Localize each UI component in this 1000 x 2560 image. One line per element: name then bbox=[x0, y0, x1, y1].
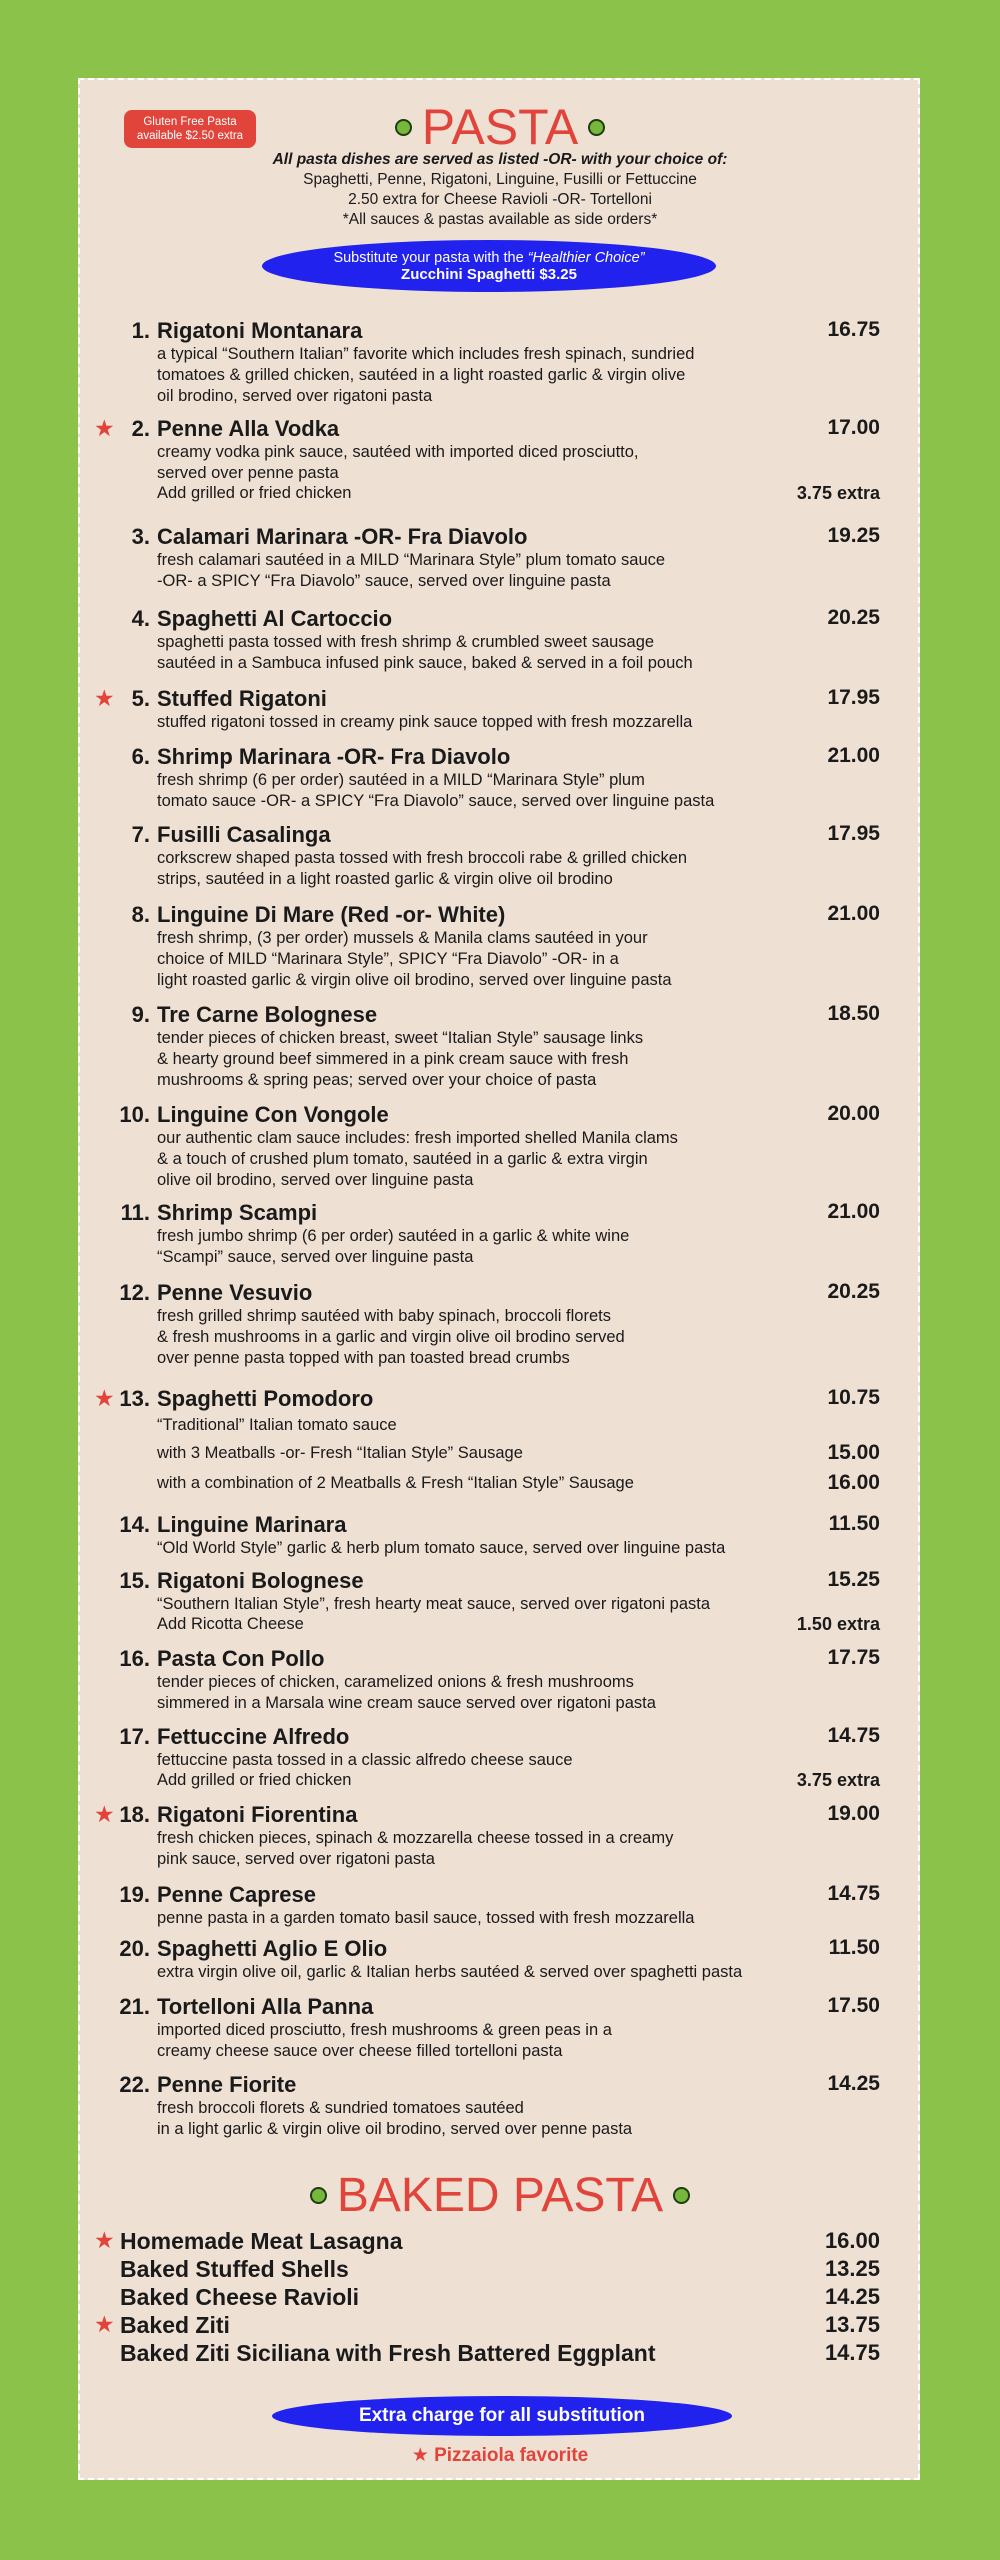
intro-line-1: All pasta dishes are served as listed -OR- with your choice of: bbox=[272, 151, 728, 168]
item-price: 21.00 bbox=[827, 744, 880, 767]
item-price: 16.75 bbox=[827, 318, 880, 341]
baked-item-price: 13.25 bbox=[824, 2256, 880, 2281]
item-price: 20.00 bbox=[827, 1102, 880, 1125]
item-name: Stuffed Rigatoni bbox=[157, 686, 327, 711]
baked-item-price: 16.00 bbox=[824, 2228, 880, 2253]
substitute-text: Substitute your pasta with the bbox=[333, 249, 528, 266]
healthier-choice-text: “Healthier Choice” bbox=[527, 249, 645, 266]
item-name: Tortelloni Alla Panna bbox=[157, 1994, 374, 2019]
pizzaiola-favorite-legend bbox=[0, 2444, 1000, 2467]
item-description: fresh shrimp (6 per order) sautéed in a MILD “Marinara Style” plum bbox=[157, 771, 645, 789]
item-price: 10.75 bbox=[827, 1386, 880, 1409]
item-addon: Add grilled or fried chicken bbox=[157, 484, 352, 502]
item-number: 21. bbox=[119, 1994, 150, 2019]
item-addon: Add Ricotta Cheese bbox=[157, 1615, 304, 1633]
star-icon: ★ bbox=[94, 1801, 115, 1827]
baked-item-price: 14.25 bbox=[824, 2284, 880, 2309]
item-price: 11.50 bbox=[828, 1936, 880, 1959]
item-name: Pasta Con Pollo bbox=[157, 1646, 325, 1671]
item-description: stuffed rigatoni tossed in creamy pink sauce topped with fresh mozzarella bbox=[157, 713, 693, 731]
baked-item-name: Baked Ziti bbox=[120, 2312, 230, 2338]
item-price: 20.25 bbox=[827, 1280, 880, 1303]
item-description: oil brodino, served over rigatoni pasta bbox=[157, 387, 433, 405]
item-variant: “Traditional” Italian tomato sauce bbox=[157, 1416, 397, 1434]
item-description: olive oil brodino, served over linguine pasta bbox=[157, 1171, 474, 1189]
item-number: 11. bbox=[120, 1200, 150, 1225]
item-name: Linguine Con Vongole bbox=[157, 1102, 389, 1127]
item-price: 17.95 bbox=[827, 686, 880, 709]
green-dot-icon bbox=[588, 119, 605, 136]
extra-charge-text: Extra charge for all substitution bbox=[358, 2405, 646, 2426]
baked-title-text: BAKED PASTA bbox=[336, 2168, 664, 2222]
item-price: 21.00 bbox=[827, 1200, 880, 1223]
item-price: 17.50 bbox=[827, 1994, 880, 2017]
item-number: 12. bbox=[119, 1280, 150, 1305]
item-name: Penne Caprese bbox=[157, 1882, 316, 1907]
intro-line-4: *All sauces & pastas available as side orders* bbox=[342, 211, 658, 228]
item-description: fresh shrimp, (3 per order) mussels & Manila clams sautéed in your bbox=[157, 929, 648, 947]
pasta-section-title bbox=[0, 96, 1000, 158]
item-description: sautéed in a Sambuca infused pink sauce, baked & served in a foil pouch bbox=[157, 654, 693, 672]
baked-item-price: 13.75 bbox=[824, 2312, 880, 2337]
green-dot-icon bbox=[395, 119, 412, 136]
item-description: pink sauce, served over rigatoni pasta bbox=[157, 1850, 435, 1868]
item-description: a typical “Southern Italian” favorite which includes fresh spinach, sundried bbox=[157, 345, 695, 363]
baked-item-name: Homemade Meat Lasagna bbox=[120, 2228, 403, 2254]
item-addon-price: 1.50 extra bbox=[796, 1614, 880, 1634]
item-description: spaghetti pasta tossed with fresh shrimp & crumbled sweet sausage bbox=[157, 633, 655, 651]
item-name: Linguine Di Mare (Red -or- White) bbox=[157, 902, 506, 927]
baked-item-price: 14.75 bbox=[824, 2340, 880, 2365]
item-description: & a touch of crushed plum tomato, sautéed in a garlic & extra virgin bbox=[157, 1150, 648, 1168]
item-name: Penne Alla Vodka bbox=[157, 416, 340, 441]
green-dot-icon bbox=[310, 2187, 327, 2204]
item-description: mushrooms & spring peas; served over your choice of pasta bbox=[157, 1071, 597, 1089]
item-description: imported diced prosciutto, fresh mushrooms & green peas in a bbox=[157, 2021, 612, 2039]
item-description: -OR- a SPICY “Fra Diavolo” sauce, served over linguine pasta bbox=[157, 572, 611, 590]
item-number: 5. bbox=[131, 686, 150, 711]
favorite-text: Pizzaiola favorite bbox=[434, 2445, 589, 2466]
item-name: Rigatoni Bolognese bbox=[157, 1568, 364, 1593]
item-number: 19. bbox=[119, 1882, 150, 1907]
star-icon: ★ bbox=[94, 685, 115, 711]
baked-item-name: Baked Stuffed Shells bbox=[120, 2256, 349, 2282]
item-name: Fusilli Casalinga bbox=[157, 822, 331, 847]
item-description: “Southern Italian Style”, fresh hearty meat sauce, served over rigatoni pasta bbox=[157, 1595, 711, 1613]
item-description: light roasted garlic & virgin olive oil brodino, served over linguine pasta bbox=[157, 971, 672, 989]
pasta-intro bbox=[0, 150, 1000, 230]
item-name: Spaghetti Al Cartoccio bbox=[157, 606, 393, 631]
item-description: creamy cheese sauce over cheese filled tortelloni pasta bbox=[157, 2042, 563, 2060]
item-number: 4. bbox=[131, 606, 150, 631]
item-description: “Scampi” sauce, served over linguine pasta bbox=[157, 1248, 474, 1266]
item-description: & fresh mushrooms in a garlic and virgin olive oil brodino served bbox=[157, 1328, 625, 1346]
intro-line-3: 2.50 extra for Cheese Ravioli -OR- Tortelloni bbox=[348, 191, 652, 208]
star-icon: ★ bbox=[94, 2311, 115, 2337]
substitute-line-1 bbox=[262, 250, 716, 266]
item-number: 15. bbox=[119, 1568, 150, 1593]
item-number: 14. bbox=[119, 1512, 150, 1537]
item-price: 19.00 bbox=[827, 1802, 880, 1825]
item-price: 17.75 bbox=[827, 1646, 880, 1669]
item-description: tomato sauce -OR- a SPICY “Fra Diavolo” sauce, served over linguine pasta bbox=[157, 792, 715, 810]
baked-pasta-section-title bbox=[0, 2164, 1000, 2226]
item-number: 18. bbox=[119, 1802, 150, 1827]
item-price: 17.95 bbox=[827, 822, 880, 845]
item-name: Rigatoni Fiorentina bbox=[157, 1802, 358, 1827]
item-number: 16. bbox=[119, 1646, 150, 1671]
item-description: creamy vodka pink sauce, sautéed with imported diced prosciutto, bbox=[157, 443, 639, 461]
item-name: Rigatoni Montanara bbox=[157, 318, 363, 343]
star-icon: ★ bbox=[94, 415, 115, 441]
item-price: 19.25 bbox=[827, 524, 880, 547]
item-number: 20. bbox=[119, 1936, 150, 1961]
item-price: 20.25 bbox=[827, 606, 880, 629]
item-name: Shrimp Marinara -OR- Fra Diavolo bbox=[157, 744, 511, 769]
substitute-pill bbox=[262, 240, 716, 292]
item-description: tender pieces of chicken, caramelized onions & fresh mushrooms bbox=[157, 1673, 634, 1691]
item-description: & hearty ground beef simmered in a pink cream sauce with fresh bbox=[157, 1050, 629, 1068]
item-description: fresh grilled shrimp sautéed with baby spinach, broccoli florets bbox=[157, 1307, 611, 1325]
item-variant: with 3 Meatballs -or- Fresh “Italian Style” Sausage bbox=[157, 1444, 523, 1462]
item-number: 6. bbox=[131, 744, 150, 769]
item-name: Shrimp Scampi bbox=[157, 1200, 318, 1225]
item-name: Tre Carne Bolognese bbox=[157, 1002, 378, 1027]
item-name: Spaghetti Pomodoro bbox=[157, 1386, 374, 1411]
item-description: tomatoes & grilled chicken, sautéed in a light roasted garlic & virgin olive bbox=[157, 366, 686, 384]
item-description: fettuccine pasta tossed in a classic alfredo cheese sauce bbox=[157, 1751, 573, 1769]
item-number: 8. bbox=[131, 902, 150, 927]
baked-item-name: Baked Ziti Siciliana with Fresh Battered Eggplant bbox=[120, 2340, 656, 2366]
item-name: Penne Vesuvio bbox=[157, 1280, 313, 1305]
item-number: 17. bbox=[119, 1724, 150, 1749]
star-icon: ★ bbox=[94, 2227, 115, 2253]
item-variant-price: 16.00 bbox=[827, 1471, 880, 1494]
item-number: 9. bbox=[131, 1002, 150, 1027]
star-icon: ★ bbox=[94, 1385, 115, 1411]
item-price: 14.75 bbox=[827, 1882, 880, 1905]
item-description: strips, sautéed in a light roasted garlic & virgin olive oil brodino bbox=[157, 870, 613, 888]
item-description: extra virgin olive oil, garlic & Italian herbs sautéed & served over spaghetti pasta bbox=[157, 1963, 743, 1981]
item-name: Linguine Marinara bbox=[157, 1512, 347, 1537]
item-number: 7. bbox=[131, 822, 150, 847]
item-price: 15.25 bbox=[827, 1568, 880, 1591]
item-variant-price: 15.00 bbox=[827, 1441, 880, 1464]
item-description: choice of MILD “Marinara Style”, SPICY “Fra Diavolo” -OR- in a bbox=[157, 950, 619, 968]
item-variant: with a combination of 2 Meatballs & Fresh “Italian Style” Sausage bbox=[157, 1474, 634, 1492]
item-price: 14.25 bbox=[827, 2072, 880, 2095]
item-description: our authentic clam sauce includes: fresh imported shelled Manila clams bbox=[157, 1129, 678, 1147]
item-number: 22. bbox=[119, 2072, 150, 2097]
intro-line-2: Spaghetti, Penne, Rigatoni, Linguine, Fusilli or Fettuccine bbox=[303, 171, 697, 188]
item-addon: Add grilled or fried chicken bbox=[157, 1771, 352, 1789]
item-name: Penne Fiorite bbox=[157, 2072, 297, 2097]
item-name: Spaghetti Aglio E Olio bbox=[157, 1936, 388, 1961]
item-number: 10. bbox=[119, 1102, 150, 1127]
item-number: 1. bbox=[131, 318, 150, 343]
item-description: fresh jumbo shrimp (6 per order) sautéed in a garlic & white wine bbox=[157, 1227, 630, 1245]
item-price: 17.00 bbox=[827, 416, 880, 439]
item-description: simmered in a Marsala wine cream sauce served over rigatoni pasta bbox=[157, 1694, 656, 1712]
item-description: corkscrew shaped pasta tossed with fresh broccoli rabe & grilled chicken bbox=[157, 849, 688, 867]
item-number: 3. bbox=[131, 524, 150, 549]
baked-item-name: Baked Cheese Ravioli bbox=[120, 2284, 360, 2310]
item-addon-price: 3.75 extra bbox=[796, 1770, 880, 1790]
item-description: served over penne pasta bbox=[157, 464, 339, 482]
pasta-title-text: PASTA bbox=[421, 99, 579, 155]
item-description: fresh calamari sautéed in a MILD “Marinara Style” plum tomato sauce bbox=[157, 551, 666, 569]
item-number: 13. bbox=[119, 1386, 150, 1411]
item-description: “Old World Style” garlic & herb plum tomato sauce, served over linguine pasta bbox=[157, 1539, 726, 1557]
item-addon-price: 3.75 extra bbox=[796, 483, 880, 503]
item-description: tender pieces of chicken breast, sweet “Italian Style” sausage links bbox=[157, 1029, 644, 1047]
gluten-free-line1: Gluten Free Pasta bbox=[143, 116, 237, 128]
green-dot-icon bbox=[673, 2187, 690, 2204]
item-price: 21.00 bbox=[827, 902, 880, 925]
item-description: over penne pasta topped with pan toasted bread crumbs bbox=[157, 1349, 570, 1367]
substitute-line-2: Zucchini Spaghetti $3.25 bbox=[401, 265, 577, 283]
item-price: 14.75 bbox=[827, 1724, 880, 1747]
item-description: fresh broccoli florets & sundried tomatoes sautéed bbox=[157, 2099, 524, 2117]
gluten-free-line2: available $2.50 extra bbox=[136, 130, 244, 142]
item-description: penne pasta in a garden tomato basil sauce, tossed with fresh mozzarella bbox=[157, 1909, 695, 1927]
star-icon: ★ bbox=[411, 2445, 429, 2466]
extra-charge-pill bbox=[272, 2396, 732, 2436]
item-price: 18.50 bbox=[827, 1002, 880, 1025]
item-name: Fettuccine Alfredo bbox=[157, 1724, 350, 1749]
item-number: 2. bbox=[131, 416, 150, 441]
item-name: Calamari Marinara -OR- Fra Diavolo bbox=[157, 524, 528, 549]
item-description: fresh chicken pieces, spinach & mozzarella cheese tossed in a creamy bbox=[157, 1829, 674, 1847]
item-price: 11.50 bbox=[828, 1512, 880, 1535]
item-description: in a light garlic & virgin olive oil brodino, served over penne pasta bbox=[157, 2120, 633, 2138]
